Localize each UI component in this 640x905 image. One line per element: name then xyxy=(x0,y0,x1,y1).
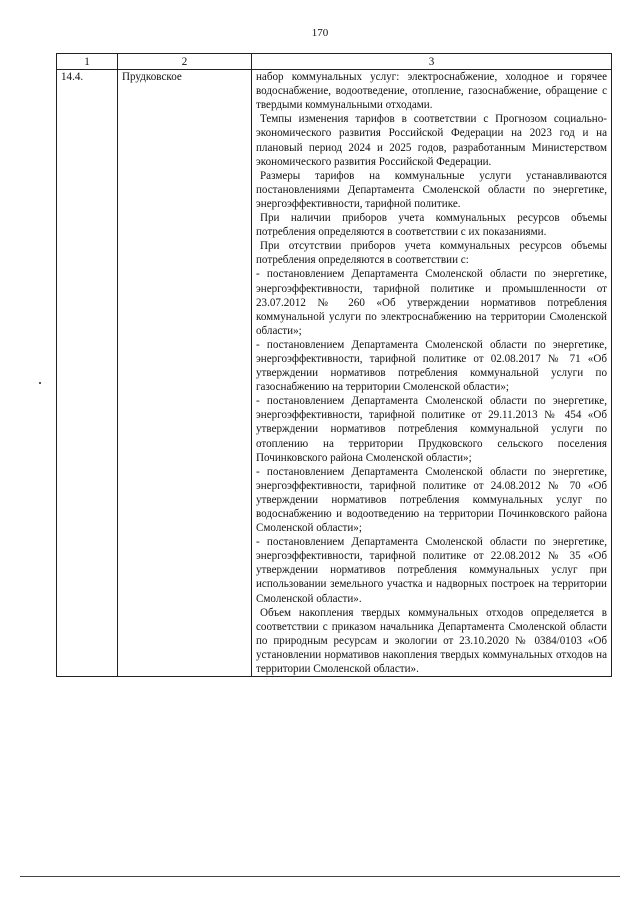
paragraph-meters-absent: При отсутствии приборов учета коммунальных ресурсов объемы потребления определяются в соответствии с: xyxy=(256,240,607,267)
paragraph-tariff-rates: Темпы изменения тарифов в соответствии с Прогнозом социально-экономического развития Российской Федерации на 2023 год и на плановый период 2024 и 2025 годов, разработанным Министерством экономического развития Российской Федерации. xyxy=(256,113,607,168)
document-table xyxy=(56,53,612,677)
table-header-row xyxy=(57,54,612,70)
paragraph-tariff-sizes: Размеры тарифов на коммунальные услуги устанавливаются постановлениями Департамента Смоленской области по энергетике, энергоэффективности, тарифной политике. xyxy=(256,169,607,210)
page-number: 170 xyxy=(311,27,329,39)
scan-speck xyxy=(39,382,41,384)
row-number-cell: 14.4. xyxy=(57,70,118,677)
resolution-land-plot: - постановлением Департамента Смоленской области по энергетике, энергоэффективности, тарифной политике от 22.08.2012 № 35 «Об утверждении нормативов потребления коммунальных услуг при использовании земельного участка и надворных построек на территории Смоленской области». xyxy=(256,536,607,605)
settlement-name-cell: Прудковское xyxy=(118,70,252,677)
paragraph-meters-present: При наличии приборов учета коммунальных ресурсов объемы потребления определяются в соответствии с их показаниями. xyxy=(256,212,607,239)
resolution-gas: - постановлением Департамента Смоленской области по энергетике, энергоэффективности, тарифной политике от 02.08.2017 № 71 «Об утверждении нормативов потребления коммунальной услуги по газоснабжению на территории Смоленской области»; xyxy=(256,338,607,394)
paragraph-waste-volume: Объем накопления твердых коммунальных отходов определяется в соответствии с приказом начальника Департамента Смоленской области по природным ресурсам и экологии от 23.10.2020 № 0384/0103 «Об установлении нормативов накопления твердых коммунальных отходов на территории Смоленской области». xyxy=(256,606,607,676)
column-header-1: 1 xyxy=(57,54,118,70)
resolution-water: - постановлением Департамента Смоленской области по энергетике, энергоэффективности, тарифной политике от 24.08.2012 № 70 «Об утверждении нормативов потребления коммунальных услуг по водоснабжению и водоотведению на территории Починковского района Смоленской области»; xyxy=(256,465,607,535)
resolution-electricity: - постановлением Департамента Смоленской области по энергетике, энергоэффективности, тарифной политике и промышленности от 23.07.2012 № 260 «Об утверждении нормативов потребления коммунальной услуги по электроснабжению на территории Смоленской области»; xyxy=(256,268,607,337)
resolution-heating: - постановлением Департамента Смоленской области по энергетике, энергоэффективности, тарифной политике от 29.11.2013 № 454 «Об утверждении нормативов потребления коммунальной услуги по отоплению на территории Прудковского сельского поселения Починковского района Смоленской области»; xyxy=(256,395,607,464)
description-cell xyxy=(252,70,612,677)
table-row xyxy=(57,70,612,677)
column-header-2: 2 xyxy=(118,54,252,70)
paragraph-services: набор коммунальных услуг: электроснабжение, холодное и горячее водоснабжение, водоотведение, отопление, газоснабжение, обращение с твердыми коммунальными отходами. xyxy=(256,71,607,112)
column-header-3: 3 xyxy=(252,54,612,70)
page-bottom-rule xyxy=(20,876,620,877)
